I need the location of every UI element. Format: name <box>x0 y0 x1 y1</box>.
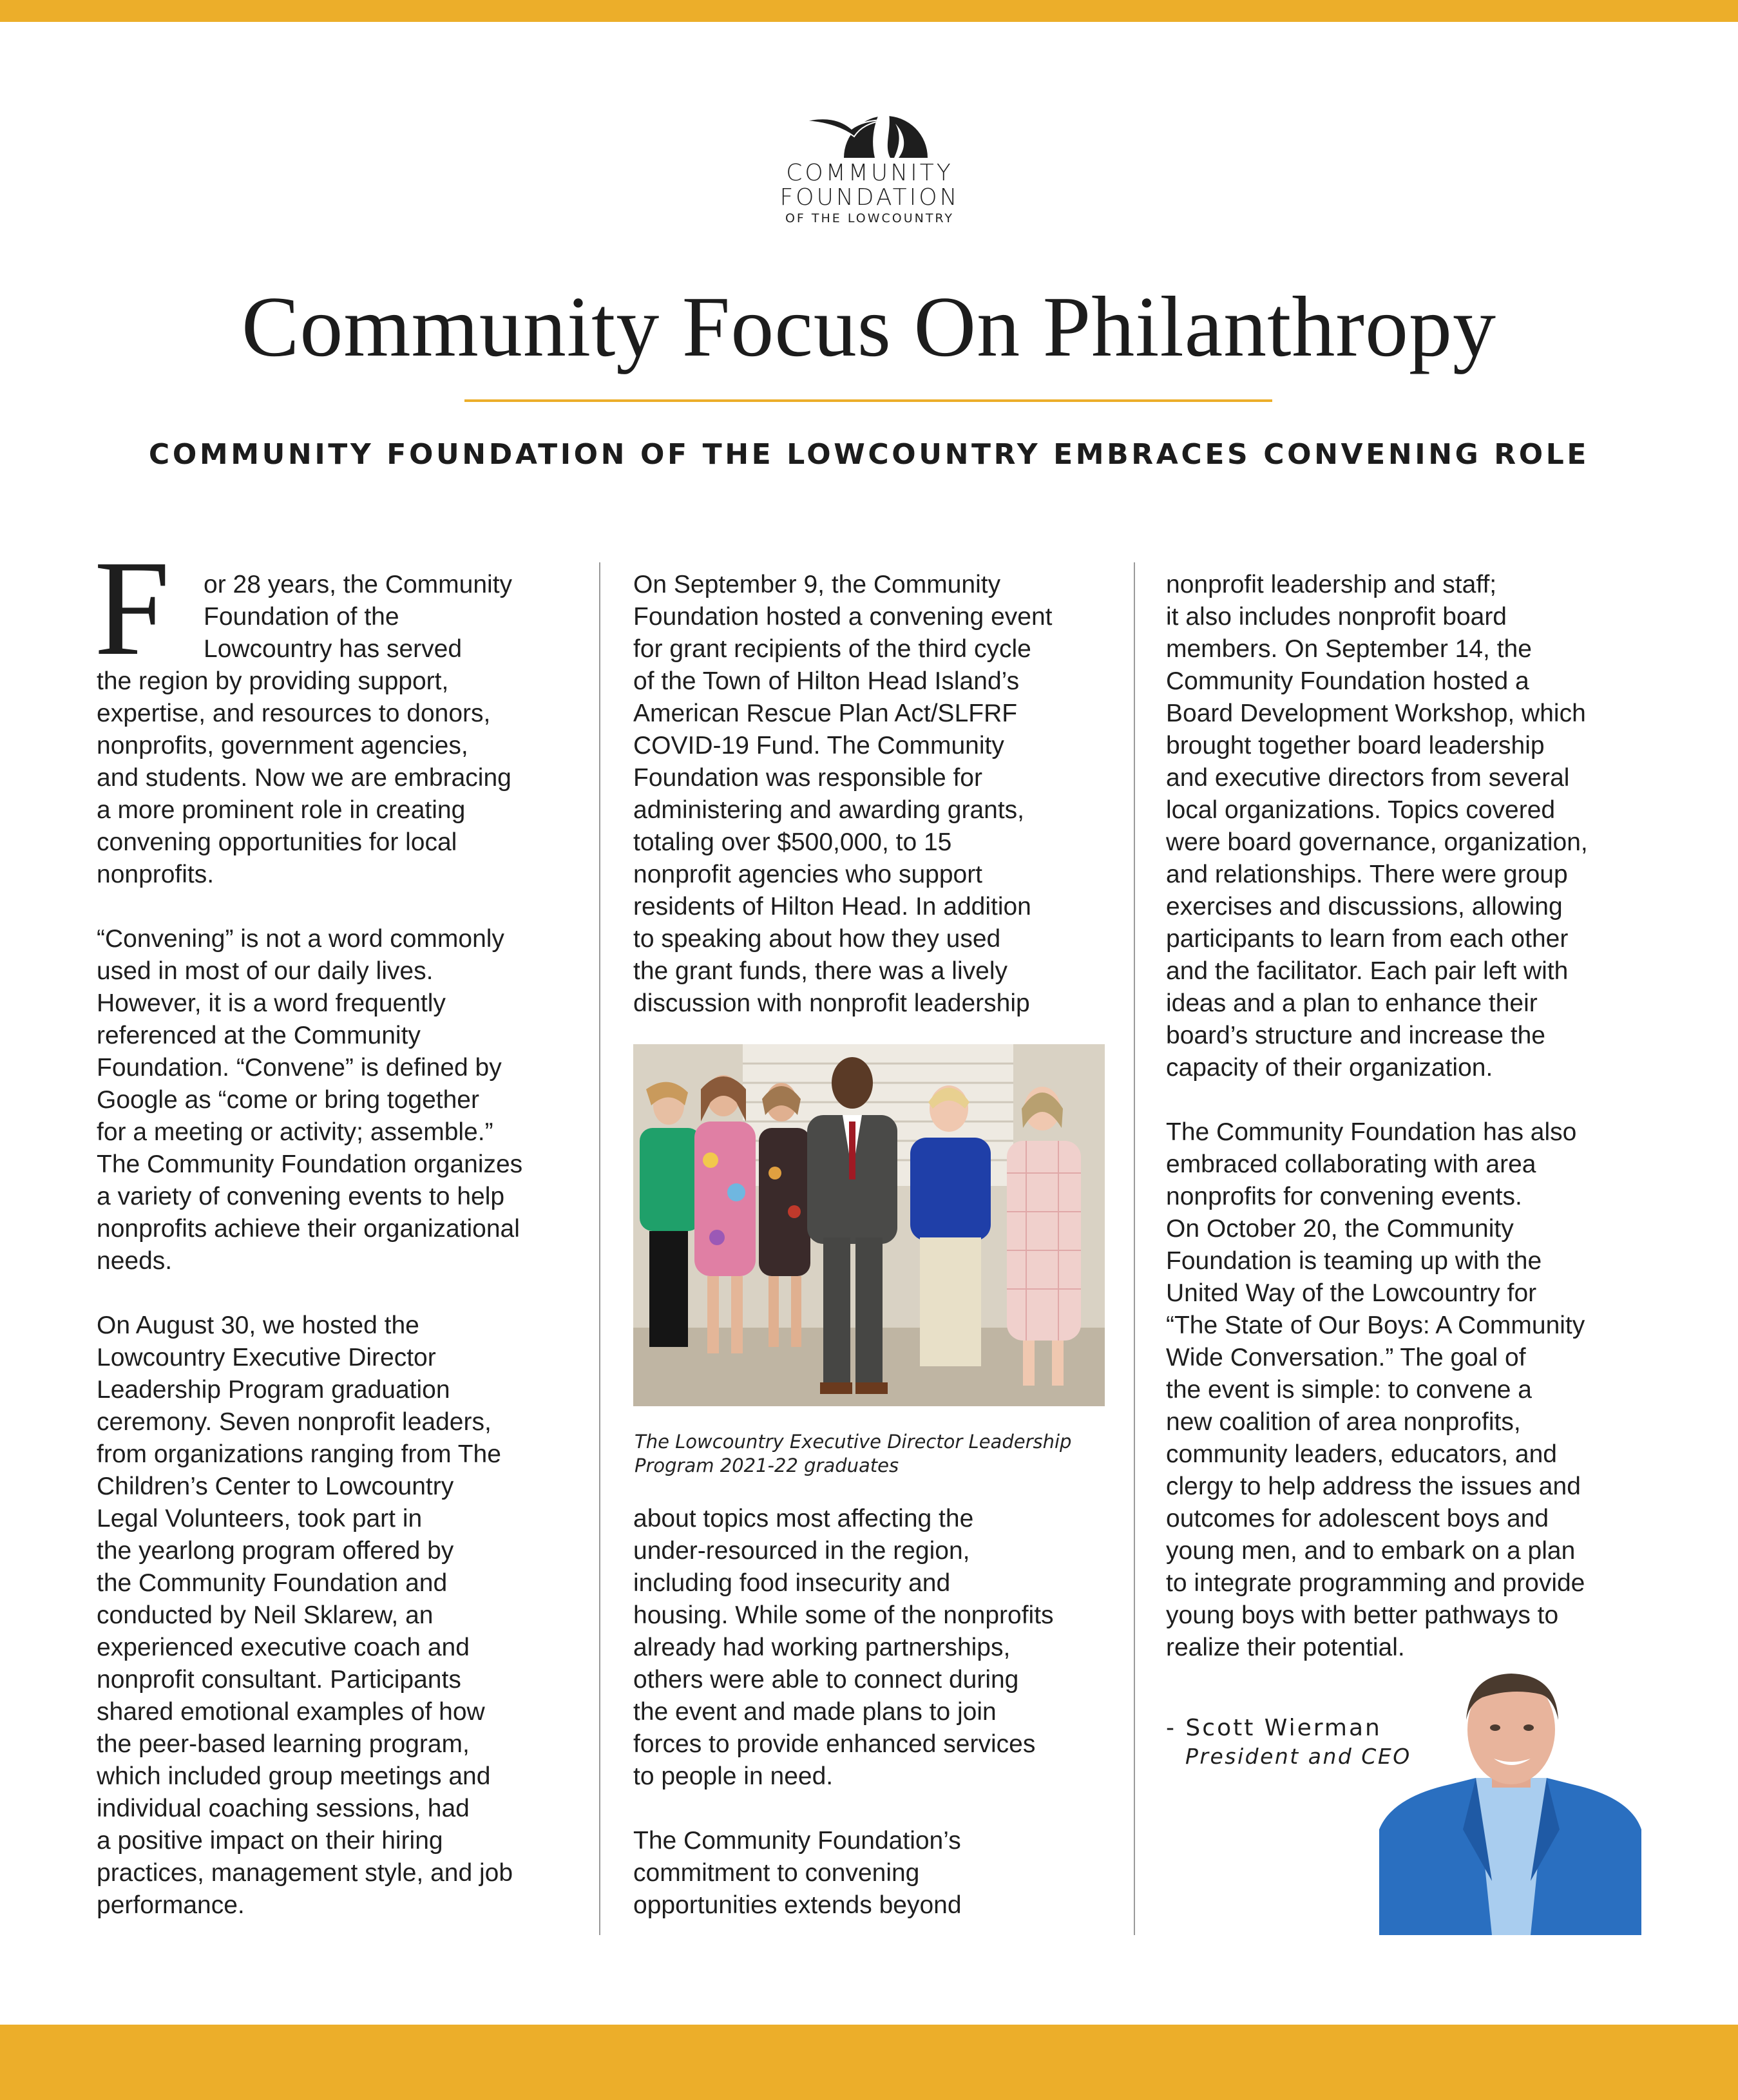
article-text-line: American Rescue Plan Act/SLFRF <box>633 700 1018 727</box>
bottom-accent-bar <box>0 2025 1738 2100</box>
logo-text-line2: FOUNDATION <box>779 184 960 211</box>
article-text-line: and students. Now we are embracing <box>97 764 511 792</box>
article-text-line: the grant funds, there was a lively <box>633 957 1007 985</box>
signature-name: - Scott Wierman <box>1166 1715 1382 1741</box>
article-text-line: needs. <box>97 1247 173 1275</box>
article-text-line: experienced executive coach and <box>97 1634 470 1661</box>
article-text-line: to people in need. <box>633 1762 834 1790</box>
paragraph-gap <box>97 891 522 923</box>
article-text-line: which included group meetings and <box>97 1762 491 1790</box>
article-text-line: to speaking about how they used <box>633 925 1001 953</box>
article-text-line: the yearlong program offered by <box>97 1537 454 1565</box>
article-column-3 <box>1166 569 1588 1664</box>
article-text-line: community leaders, educators, and <box>1166 1440 1557 1468</box>
article-text-line: under-resourced in the region, <box>633 1537 970 1565</box>
article-text-line: United Way of the Lowcountry for <box>1166 1279 1537 1307</box>
article-text-line: and executive directors from several <box>1166 764 1570 792</box>
article-text-line: Leadership Program graduation <box>97 1376 450 1404</box>
article-text-line: local organizations. Topics covered <box>1166 796 1556 824</box>
paragraph-gap <box>97 1277 522 1310</box>
article-text-line: were board governance, organization, <box>1166 828 1588 856</box>
signature-role: President and CEO <box>1185 1744 1411 1769</box>
article-text-line: others were able to connect during <box>633 1666 1019 1694</box>
drop-cap: F <box>94 532 170 683</box>
article-text-line: embraced collaborating with area <box>1166 1150 1536 1178</box>
article-text-line: a variety of convening events to help <box>97 1183 505 1210</box>
foundation-logo <box>747 90 992 238</box>
article-text-line: to integrate programming and provide <box>1166 1569 1585 1597</box>
article-text-line: new coalition of area nonprofits, <box>1166 1408 1521 1436</box>
title-divider <box>464 399 1272 402</box>
article-column-1 <box>97 569 522 1922</box>
article-text-line: administering and awarding grants, <box>633 796 1025 824</box>
article-text-line: totaling over $500,000, to 15 <box>633 828 952 856</box>
article-text-line: of the Town of Hilton Head Island’s <box>633 667 1020 695</box>
article-text-line: convening opportunities for local <box>97 828 457 856</box>
signature-block <box>1166 1713 1411 1770</box>
article-text-line: young boys with better pathways to <box>1166 1601 1559 1629</box>
logo-text-line3: OF THE LOWCOUNTRY <box>785 211 955 225</box>
article-text-line: Children’s Center to Lowcountry <box>97 1473 454 1500</box>
article-text-line: from organizations ranging from The <box>97 1440 501 1468</box>
article-text-line: shared emotional examples of how <box>97 1698 485 1726</box>
article-text-line: including food insecurity and <box>633 1569 951 1597</box>
article-text-line: The Community Foundation has also <box>1166 1118 1577 1146</box>
article-text-line: the Community Foundation and <box>97 1569 448 1597</box>
article-text-line: nonprofit agencies who support <box>633 861 983 888</box>
article-text-line: Lowcountry has served <box>204 635 463 663</box>
article-text-line: a positive impact on their hiring <box>97 1827 443 1855</box>
ceo-headshot-photo <box>1379 1668 1641 1935</box>
article-text-line: members. On September 14, the <box>1166 635 1532 663</box>
paragraph-gap <box>1166 1084 1588 1116</box>
paragraph-gap <box>633 1793 1054 1825</box>
logo-emblem-icon <box>805 90 934 161</box>
article-text-line: Board Development Workshop, which <box>1166 700 1586 727</box>
article-text-line: Foundation was responsible for <box>633 764 982 792</box>
article-text-line: about topics most affecting the <box>633 1505 974 1532</box>
article-column-2-top <box>633 569 1053 1020</box>
article-text-line: Google as “come or bring together <box>97 1086 479 1114</box>
article-text-line: brought together board leadership <box>1166 732 1545 759</box>
article-text-line: and relationships. There were group <box>1166 861 1568 888</box>
article-text-line: Wide Conversation.” The goal of <box>1166 1344 1526 1371</box>
column-divider <box>1134 562 1135 1935</box>
article-text-line: On September 9, the Community <box>633 571 1001 598</box>
article-text-line: discussion with nonprofit leadership <box>633 989 1030 1017</box>
article-text-line: clergy to help address the issues and <box>1166 1473 1581 1500</box>
article-text-line: However, it is a word frequently <box>97 989 446 1017</box>
article-text-line: expertise, and resources to donors, <box>97 700 491 727</box>
article-text-line: commitment to convening <box>633 1859 920 1887</box>
article-text-line: nonprofits, government agencies, <box>97 732 468 759</box>
article-text-line: nonprofit leadership and staff; <box>1166 571 1497 598</box>
article-text-line: participants to learn from each other <box>1166 925 1569 953</box>
article-text-line: opportunities extends beyond <box>633 1891 962 1919</box>
photo-caption-line: Program 2021-22 graduates <box>635 1455 899 1476</box>
article-text-line: forces to provide enhanced services <box>633 1730 1036 1758</box>
graduates-photo <box>633 1044 1105 1406</box>
article-text-line: the region by providing support, <box>97 667 449 695</box>
article-text-line: the event and made plans to join <box>633 1698 997 1726</box>
article-text-line: residents of Hilton Head. In addition <box>633 893 1031 921</box>
article-text-line: Foundation of the <box>204 603 399 631</box>
top-accent-bar <box>0 0 1738 22</box>
article-text-line: nonprofits for convening events. <box>1166 1183 1522 1210</box>
article-text-line: a more prominent role in creating <box>97 796 466 824</box>
article-text-line: used in most of our daily lives. <box>97 957 434 985</box>
page-title: Community Focus On Philanthropy <box>241 279 1497 374</box>
article-text-line: capacity of their organization. <box>1166 1054 1493 1082</box>
photo-caption-line: The Lowcountry Executive Director Leadership <box>635 1431 1072 1453</box>
article-text-line: conducted by Neil Sklarew, an <box>97 1601 434 1629</box>
article-text-line: “Convening” is not a word commonly <box>97 925 504 953</box>
article-text-line: Legal Volunteers, took part in <box>97 1505 423 1532</box>
article-text-line: it also includes nonprofit board <box>1166 603 1507 631</box>
article-text-line: or 28 years, the Community <box>204 571 513 598</box>
article-text-line: Lowcountry Executive Director <box>97 1344 436 1371</box>
article-text-line: young men, and to embark on a plan <box>1166 1537 1576 1565</box>
article-text-line: practices, management style, and job <box>97 1859 513 1887</box>
article-text-line: individual coaching sessions, had <box>97 1795 470 1822</box>
article-text-line: ceremony. Seven nonprofit leaders, <box>97 1408 492 1436</box>
article-text-line: nonprofit consultant. Participants <box>97 1666 461 1694</box>
article-text-line: The Community Foundation’s <box>633 1827 961 1855</box>
article-text-line: performance. <box>97 1891 245 1919</box>
article-text-line: realize their potential. <box>1166 1634 1405 1661</box>
article-text-line: COVID-19 Fund. The Community <box>633 732 1004 759</box>
article-text-line: board’s structure and increase the <box>1166 1022 1545 1049</box>
article-text-line: and the facilitator. Each pair left with <box>1166 957 1569 985</box>
article-text-line: housing. While some of the nonprofits <box>633 1601 1054 1629</box>
article-text-line: nonprofits. <box>97 861 215 888</box>
article-text-line: for grant recipients of the third cycle <box>633 635 1031 663</box>
article-text-line: Foundation. “Convene” is defined by <box>97 1054 502 1082</box>
article-text-line: Community Foundation hosted a <box>1166 667 1529 695</box>
article-text-line: exercises and discussions, allowing <box>1166 893 1563 921</box>
article-text-line: the event is simple: to convene a <box>1166 1376 1532 1404</box>
article-text-line: nonprofits achieve their organizational <box>97 1215 520 1243</box>
photo-caption <box>635 1430 1071 1478</box>
article-text-line: ideas and a plan to enhance their <box>1166 989 1538 1017</box>
article-subtitle: COMMUNITY FOUNDATION OF THE LOWCOUNTRY EMBRACES CONVENING ROLE <box>148 438 1590 471</box>
article-column-2-bottom <box>633 1503 1054 1922</box>
article-text-line: On October 20, the Community <box>1166 1215 1514 1243</box>
column-divider <box>599 562 600 1935</box>
article-text-line: for a meeting or activity; assemble.” <box>97 1118 493 1146</box>
article-text-line: the peer-based learning program, <box>97 1730 470 1758</box>
article-text-line: On August 30, we hosted the <box>97 1312 419 1339</box>
article-text-line: referenced at the Community <box>97 1022 421 1049</box>
logo-text-line1: COMMUNITY <box>786 160 953 186</box>
article-text-line: “The State of Our Boys: A Community <box>1166 1312 1585 1339</box>
article-text-line: Foundation hosted a convening event <box>633 603 1053 631</box>
article-text-line: The Community Foundation organizes <box>97 1150 523 1178</box>
article-text-line: already had working partnerships, <box>633 1634 1011 1661</box>
article-text-line: Foundation is teaming up with the <box>1166 1247 1542 1275</box>
article-text-line: outcomes for adolescent boys and <box>1166 1505 1549 1532</box>
